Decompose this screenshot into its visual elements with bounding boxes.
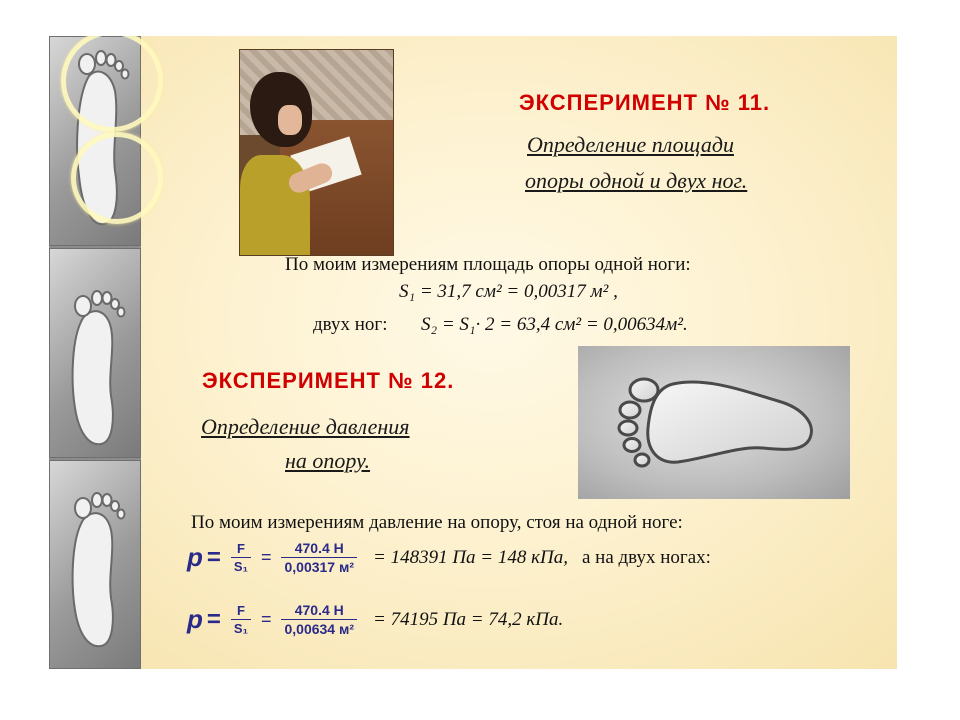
equals-sign: =: [206, 605, 221, 633]
fraction-numerator: F: [236, 603, 245, 618]
pressure-symbol: p: [187, 604, 203, 634]
area-measurement-intro: По моим измерениям площадь опоры одной ноги:: [285, 254, 691, 275]
sidebar-panel-middle: [49, 248, 141, 458]
fraction-denominator: S₁: [231, 619, 251, 636]
value-fraction: [281, 602, 357, 637]
decor-ring-bottom: [71, 132, 163, 224]
value-numerator: 470.4 Н: [294, 540, 344, 556]
pressure-symbol: p: [187, 542, 203, 572]
pressure-two-feet-formula: [187, 602, 563, 637]
value-numerator: 470.4 Н: [294, 602, 344, 618]
footprint-icon: [49, 460, 141, 669]
value-denominator: 0,00317 м²: [281, 557, 357, 575]
sidebar-decoration: [49, 36, 141, 669]
pressure-result: = 74195 Па = 74,2 кПа.: [373, 608, 564, 630]
slide: [49, 36, 897, 669]
pressure-one-foot-formula: [187, 540, 711, 575]
photo-shirt: [240, 155, 310, 256]
area-two-feet-formula: S₂ = S₁· 2 = 63,4 см² = 0,00634м².: [421, 314, 688, 335]
experiment-12-subtitle-line2: на опору.: [285, 448, 371, 473]
force-over-area-fraction: [231, 541, 251, 574]
equals-sign: =: [260, 547, 272, 567]
value-denominator: 0,00634 м²: [281, 619, 357, 637]
experiment-11-subtitle-line2: опоры одной и двух ног.: [525, 168, 748, 193]
footprint-image: [578, 346, 850, 499]
value-fraction: [281, 540, 357, 575]
force-over-area-fraction: [231, 603, 251, 636]
experiment-12-heading: ЭКСПЕРИМЕНТ № 12.: [202, 368, 455, 393]
experiment-12-subtitle-line1: Определение давления: [201, 414, 410, 439]
two-feet-transition: а на двух ногах:: [581, 546, 711, 568]
footprint-icon: [49, 248, 141, 458]
photo-face: [278, 105, 302, 135]
fraction-denominator: S₁: [231, 557, 251, 574]
girl-tracing-foot-photo: [239, 49, 394, 256]
pressure-result: = 148391 Па = 148 кПа,: [373, 546, 568, 568]
footprint-icon: [578, 346, 850, 499]
area-two-feet-label: двух ног:: [313, 314, 388, 335]
equals-sign: =: [206, 543, 221, 571]
sidebar-panel-bottom: [49, 460, 141, 669]
experiment-11-heading: ЭКСПЕРИМЕНТ № 11.: [519, 90, 771, 115]
fraction-numerator: F: [236, 541, 245, 556]
area-one-foot-formula: S₁ = 31,7 см² = 0,00317 м² ,: [399, 281, 618, 302]
experiment-11-subtitle-line1: Определение площади: [527, 132, 734, 157]
decor-ring-top: [61, 36, 163, 132]
equals-sign: =: [260, 609, 272, 629]
pressure-measurement-intro: По моим измерениям давление на опору, стоя на одной ноге:: [191, 512, 683, 533]
